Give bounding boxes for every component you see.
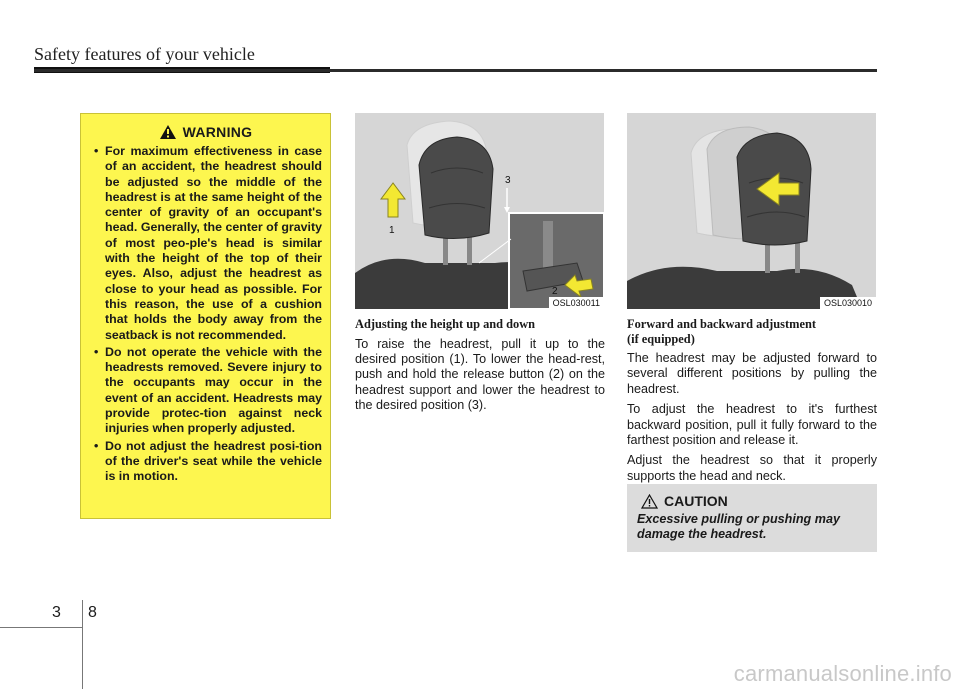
- warning-box: [80, 113, 331, 519]
- headrest-forward-illustration: [627, 113, 876, 309]
- figure-code: OSL030010: [820, 297, 876, 309]
- callout-2: 2: [552, 286, 558, 297]
- watermark: carmanualsonline.info: [733, 661, 952, 686]
- section-body: To raise the headrest, pull it up to the desired position (1). To lower the head-rest, push and hold the release button (2) on the headrest support and lower the headrest to the desired position (3).: [355, 336, 605, 413]
- headrest-height-figure: [355, 113, 604, 309]
- warning-title: WARNING: [182, 124, 253, 140]
- section-heading: Adjusting the height up and down: [355, 317, 536, 331]
- footer-rule: [0, 627, 82, 628]
- warning-item: • For maximum effectiveness in case of an accident, the headrest should be adjusted so the middle of the headrest is at the same height of the center of gravity of an occupant's head. Generally, the center of gravity of most peo-ple's head is similar with the height of the top of their eyes. Also, adjust the headrest as close to your head as possible. For this reason, the use of a cushion that holds the body away from the seatback is not recommended.: [89, 144, 322, 343]
- caution-header: [641, 493, 867, 509]
- section-paragraph: To adjust the headrest to it's furthest backward position, pull it fully forward to the farthest position and release it.: [627, 402, 877, 448]
- section-heading-line: (if equipped): [627, 331, 695, 346]
- warning-header: [89, 124, 322, 140]
- page-header-title: Safety features of your vehicle: [34, 44, 255, 64]
- caution-triangle-icon: [641, 494, 658, 509]
- warning-triangle-icon: [159, 124, 177, 140]
- footer-divider: [82, 600, 83, 689]
- height-adjustment-section: [355, 317, 605, 419]
- headrest-forward-figure: [627, 113, 876, 309]
- figure-code: OSL030011: [549, 297, 604, 309]
- callout-1: 1: [389, 225, 395, 236]
- warning-item: • Do not adjust the headrest posi-tion of the driver's seat while the vehicle is in motion.: [89, 439, 322, 485]
- page-chapter-number: 3: [52, 604, 61, 621]
- forward-backward-section: [627, 317, 877, 489]
- section-paragraph: Adjust the headrest so that it properly supports the head and neck.: [627, 453, 877, 483]
- headrest-height-illustration: [355, 113, 604, 309]
- caution-title: CAUTION: [664, 493, 728, 509]
- section-heading: [627, 317, 877, 346]
- page-number: 8: [88, 604, 97, 621]
- caution-text: Excessive pulling or pushing may damage the headrest.: [637, 512, 840, 542]
- header-rule: [34, 69, 877, 72]
- callout-3: 3: [505, 175, 511, 186]
- warning-item: • Do not operate the vehicle with the headrests removed. Severe injury to the occupants may occur in the event of an accident. Headrests may provide protec-tion against neck injuries when properly adjusted.: [89, 345, 322, 437]
- section-heading-line: Forward and backward adjustment: [627, 317, 816, 331]
- caution-box: [627, 484, 877, 552]
- section-paragraph: The headrest may be adjusted forward to several different positions by pulling the headrest.: [627, 351, 877, 396]
- warning-list: [89, 144, 322, 485]
